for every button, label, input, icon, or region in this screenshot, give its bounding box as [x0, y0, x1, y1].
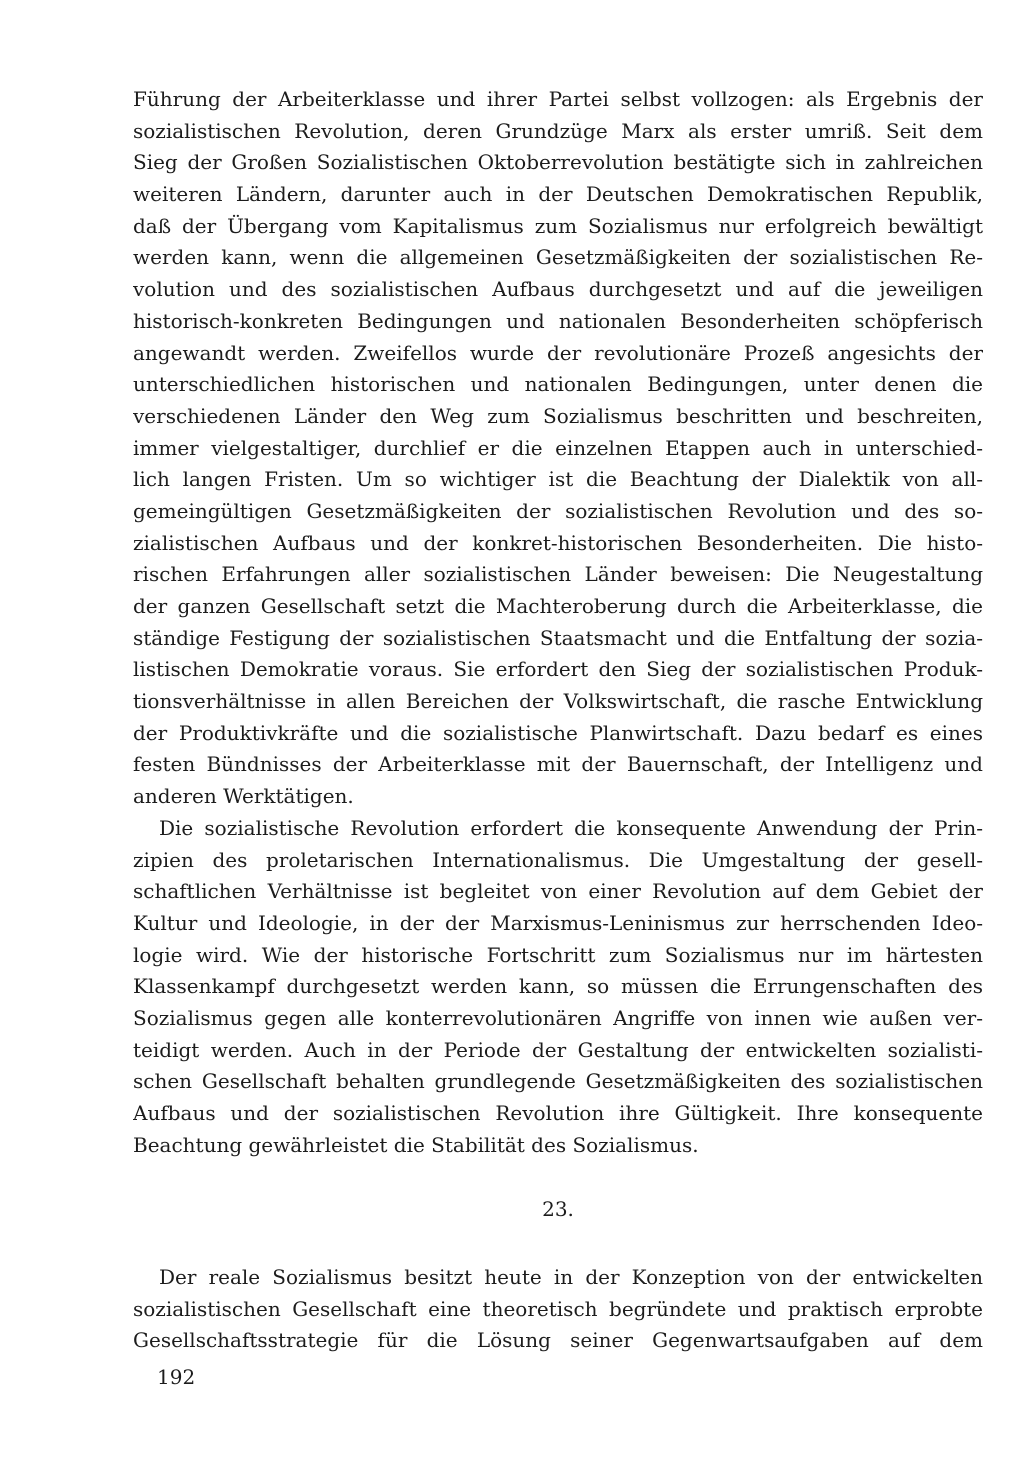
text-line: logie wird. Wie der historische Fortschritt zum Sozialismus nur im härtesten — [133, 942, 983, 967]
text-line: volution und des sozialistischen Aufbaus durchgesetzt und auf die jeweiligen — [133, 277, 983, 302]
text-line: tionsverhältnisse in allen Bereichen der Volkswirtschaft, die rasche Entwicklung — [133, 689, 983, 714]
text-line: Gesellschaftsstrategie für die Lösung seiner Gegenwartsaufgaben auf dem — [133, 1328, 983, 1353]
text-line: rischen Erfahrungen aller sozialistischen Länder beweisen: Die Neugestaltung — [133, 562, 983, 587]
text-line: Führung der Arbeiterklasse und ihrer Partei selbst vollzogen: als Ergebnis der — [133, 87, 983, 111]
text-line: Klassenkampf durchgesetzt werden kann, so müssen die Errungenschaften des — [133, 974, 983, 999]
text-line: schen Gesellschaft behalten grundlegende Gesetzmäßigkeiten des sozialistischen — [133, 1069, 983, 1094]
text-line: der Produktivkräfte und die sozialistische Planwirtschaft. Dazu bedarf es eines — [133, 720, 983, 745]
text-line: Die sozialistische Revolution erfordert die konsequente Anwendung der Prin- — [159, 815, 983, 840]
text-line: anderen Werktätigen. — [133, 784, 354, 809]
text-line: sozialistischen Revolution, deren Grundzüge Marx als erster umriß. Seit dem — [133, 118, 983, 143]
page-body — [133, 84, 983, 1353]
text-line: immer vielgestaltiger, durchlief er die einzelnen Etappen auch in unterschied- — [133, 435, 983, 460]
text-line: angewandt werden. Zweifellos wurde der revolutionäre Prozeß angesichts der — [133, 340, 983, 365]
text-line: zipien des proletarischen Internationalismus. Die Umgestaltung der gesell- — [133, 847, 983, 872]
text-line: Aufbaus und der sozialistischen Revolution ihre Gültigkeit. Ihre konsequente — [133, 1101, 983, 1125]
text-line: Der reale Sozialismus besitzt heute in der Konzeption von der entwickelten — [159, 1265, 983, 1289]
text-line: ständige Festigung der sozialistischen Staatsmacht und die Entfaltung der sozia- — [133, 625, 983, 650]
text-line: sozialistischen Gesellschaft eine theoretisch begründete und praktisch erprobte — [133, 1296, 983, 1321]
text-line: Sieg der Großen Sozialistischen Oktoberrevolution bestätigte sich in zahlreichen — [133, 150, 983, 175]
text-line: schaftlichen Verhältnisse ist begleitet von einer Revolution auf dem Gebiet der — [133, 879, 983, 904]
text-line: gemeingültigen Gesetzmäßigkeiten der sozialistischen Revolution und des so- — [133, 498, 983, 523]
text-line: verschiedenen Länder den Weg zum Sozialismus beschritten und beschreiten, — [133, 403, 983, 428]
text-line: Beachtung gewährleistet die Stabilität des Sozialismus. — [133, 1132, 699, 1157]
text-line: zialistischen Aufbaus und der konkret-historischen Besonderheiten. Die histo- — [133, 530, 983, 555]
text-line: daß der Übergang vom Kapitalismus zum Sozialismus nur erfolgreich bewältigt — [133, 213, 983, 238]
paragraph-1 — [133, 84, 983, 813]
text-line: Kultur und Ideologie, in der der Marxismus-Leninismus zur herrschenden Ideo- — [133, 910, 983, 935]
text-line: werden kann, wenn die allgemeinen Gesetzmäßigkeiten der sozialistischen Re- — [133, 245, 983, 270]
paragraph-2 — [133, 813, 983, 1162]
text-line: historisch-konkreten Bedingungen und nationalen Besonderheiten schöpferisch — [133, 308, 983, 333]
section-number: 23. — [542, 1197, 574, 1221]
text-line: der ganzen Gesellschaft setzt die Machteroberung durch die Arbeiterklasse, die — [133, 594, 983, 618]
text-line: weiteren Ländern, darunter auch in der Deutschen Demokratischen Republik, — [133, 182, 983, 207]
text-line: unterschiedlichen historischen und nationalen Bedingungen, unter denen die — [133, 372, 983, 397]
text-line: Sozialismus gegen alle konterrevolutionären Angriffe von innen wie außen ver- — [133, 1005, 983, 1030]
text-line: festen Bündnisses der Arbeiterklasse mit der Bauernschaft, der Intelligenz und — [133, 752, 983, 777]
page-number: 192 — [157, 1365, 196, 1389]
text-line: listischen Demokratie voraus. Sie erfordert den Sieg der sozialistischen Produk- — [133, 657, 983, 682]
text-line: lich langen Fristen. Um so wichtiger ist die Beachtung der Dialektik von all- — [133, 467, 983, 492]
paragraph-3 — [133, 1262, 983, 1357]
text-line: teidigt werden. Auch in der Periode der Gestaltung der entwickelten sozialisti- — [133, 1037, 983, 1062]
